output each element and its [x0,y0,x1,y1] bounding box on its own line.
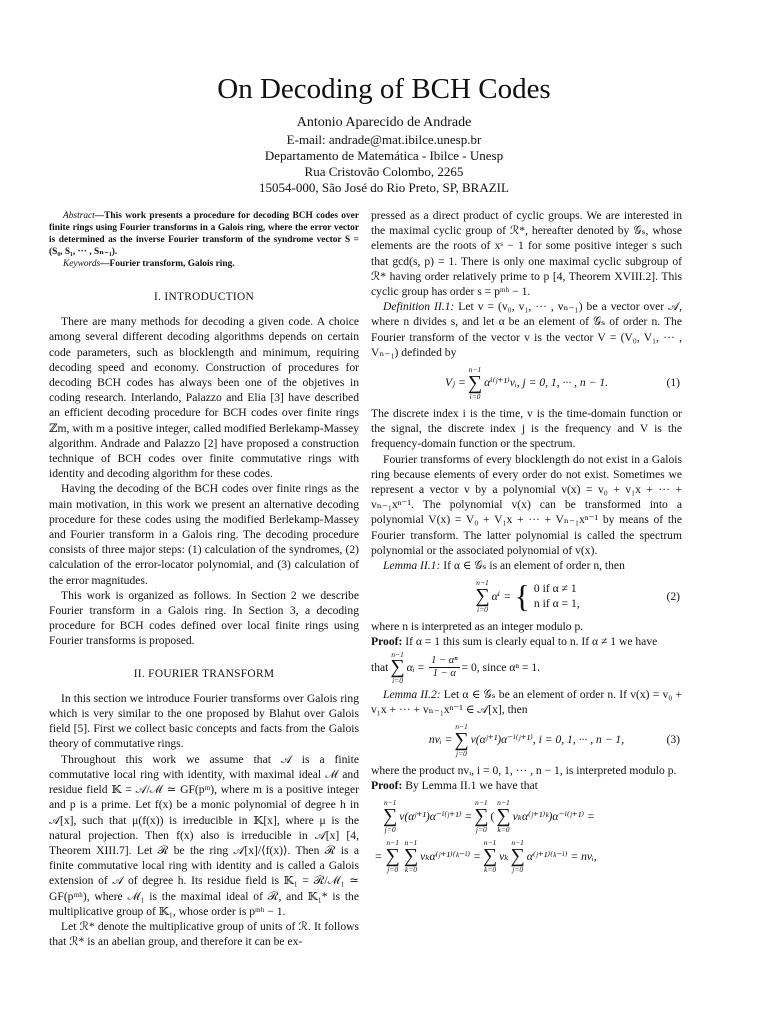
eq4-sum-k2 [404,839,418,873]
sum-lower-limit: i=0 [392,676,403,686]
equation-4-line-2 [375,839,682,873]
lemma-ii2 [371,687,682,717]
sum-lower-limit: k=0 [404,864,418,874]
eq4-line2-equals: = [375,849,382,863]
eq4-line2-b: vₖ [499,849,509,863]
sum-upper-limit: n−1 [468,365,482,375]
eq2-cases [534,581,580,611]
sum-symbol: ∑ [475,584,490,607]
keywords [49,258,359,270]
sum-lower-limit: k=0 [497,824,510,834]
proof2-text: By Lemma II.1 we have that [402,779,538,793]
proof-lemma-ii2 [371,778,682,793]
sum-lower-limit: j=0 [475,824,487,834]
keywords-text: —Fourier transform, Galois ring. [100,259,235,269]
proof-equation-line [371,651,682,685]
sum-symbol: ∑ [510,844,525,867]
equation-4-line-1 [381,799,682,833]
sum-upper-limit: n−1 [391,649,404,659]
sum-upper-limit: n−1 [455,722,468,732]
sum-lower-limit: j=0 [384,824,396,834]
intro-paragraph-3: This work is organized as follows. In Section 2 we describe Fourier transform in a Galois ring. In Section 3, a decoding procedure for BCH codes defined over local finite rings using Fourier transforms is proposed. [49,588,359,648]
proof-tail: = 0, since αⁿ = 1. [461,661,541,675]
sum-lower-limit: j=0 [456,748,467,758]
sum-upper-limit: n−1 [404,838,418,848]
eq4-sum-j [383,799,397,833]
eq2-equals: = [504,589,511,603]
proof-label: Proof: [371,635,403,649]
right-column [371,208,682,879]
sum-upper-limit: n−1 [483,838,497,848]
eq3-lhs: nvᵢ = [428,733,453,747]
sum-symbol: ∑ [467,371,483,394]
eq4-paren: ( [490,809,495,823]
equation-1 [371,366,682,400]
fraction-denominator: 1 − α [432,668,456,680]
sum-symbol: ∑ [383,804,398,827]
fraction-numerator: 1 − αⁿ [431,655,458,667]
lemma2-text: Let α ∈ 𝒢ₛ be an element of order n. If v(x) = v₀ + v₁x + ··· + vₙ₋₁xⁿ⁻¹ ∈ 𝒜[x], then [371,687,683,716]
sum-lower-limit: k=0 [483,864,497,874]
eq4-sum-j4 [511,839,525,873]
sum-symbol: ∑ [403,844,419,867]
section-heading-introduction: I. INTRODUCTION [153,291,255,303]
eq1-rhs: αⁱ⁽ʲ⁺¹⁾vᵢ, j = 0, 1, ··· , n − 1. [484,376,609,390]
fourier-paragraph-3: Let ℛ* denote the multiplicative group of units of ℛ. It follows that ℛ* is an abelian group, and therefore it can be ex- [49,919,359,949]
sum-lower-limit: j=0 [387,864,399,874]
eq4-sum-k [496,799,510,833]
eq3-sum [454,723,468,757]
keywords-label: Keywords [63,259,101,269]
sum-upper-limit: n−1 [475,798,488,808]
intro-paragraph-2: Having the decoding of the BCH codes over finite rings as the main motivation, in this work we present an alternative decoding procedure for these codes using the modified Berlekamp-Massey and Fourier transform in a Galois ring. The decoding procedure consists of three major steps: (1) calculation of the syndromes, (2) calculation of the error-locator polynomial, and (3) calculation of the error magnitudes. [49,482,359,587]
paper-title: On Decoding of BCH Codes [217,73,551,105]
author-name: Antonio Aparecido de Andrade [296,115,472,130]
modulo-note: where n is interpreted as an integer modulo p. [371,620,584,634]
lemma2-label: Lemma II.2: [383,687,441,701]
proof-alpha: αᵢ [406,661,415,675]
proof2-label: Proof: [371,779,403,793]
abstract-text: —This work presents a procedure for decoding BCH codes over finite rings using Fourier transforms in a Galois ring, where the error vector is determined as the inverse Fourier transform of the syndrome vector S = (S₀, S₁, ··· , Sₙ₋₁). [49,211,359,257]
sum-upper-limit: n−1 [511,838,524,848]
continued-paragraph: pressed as a direct product of cyclic groups. We are interested in the maximal cyclic group of ℛ*, hereafter denoted by 𝒢ₛ, whose elements are the roots of xˢ − 1 for some positive integer s such that gcd(s, p) = 1. There is only one maximal cyclic subgroup of ℛ* having order relatively prime to p [4, Theorem XVIII.2]. This cyclic group has order s = pᵐʰ − 1. [371,209,682,299]
time-frequency-paragraph: The discrete index i is the time, v is the time-domain function or the signal, the discrete index j is the frequency and V is the frequency-domain function or the spectrum. [371,407,682,451]
lemma1-label: Lemma II.1: [383,559,441,573]
author-department: Departamento de Matemática - Ibilce - Unesp [264,148,504,163]
eq4-sum-k3 [483,839,497,873]
sum-symbol: ∑ [454,728,469,751]
sum-lower-limit: j=0 [512,864,524,874]
sum-symbol: ∑ [385,844,400,867]
equation-number-3: (3) [666,733,680,747]
eq4-sum-j2 [474,799,488,833]
author-email: E-mail: andrade@mat.ibilce.unesp.br [286,132,482,147]
equation-number-2: (2) [666,589,680,603]
sum-lower-limit: i=0 [476,604,488,614]
equation-2 [371,579,682,613]
fourier-paragraph-2: Throughout this work we assume that 𝒜 is a finite commutative local ring with identity, with maximal ideal ℳ and residue field 𝕂 = 𝒜/ℳ ≃ GF(pᵐ), where m is a positive integer and p is a prime. Let f(x) be a monic polynomial of degree h in 𝒜[x], such that μ(f(x)) is irreducible in 𝕂[x], where μ is the natural projection. Then f(x) also is irreducible in 𝒜[x] [4, Theorem XIII.7]. Let ℛ be the ring 𝒜[x]/⟨f(x)⟩. Then ℛ is a finite commutative local ring with identity and is called a Galois extension of 𝒜 of degree h. Its residue field is 𝕂₁ = ℛ/ℳ₁ ≃ GF(pᵐʰ), where ℳ₁ is the maximal ideal of ℛ, and 𝕂₁* is the multiplicative group of 𝕂₁, whose order is pᵐʰ − 1. [49,752,359,918]
lemma-ii1 [371,558,682,573]
definition-ii1 [371,299,682,360]
proof-text: If α = 1 this sum is clearly equal to n. If α ≠ 1 we have [402,635,658,649]
sum-upper-limit: n−1 [386,838,399,848]
proof-equals: = [417,661,425,675]
eq1-sum [468,366,482,400]
eq2-alpha: αⁱ [491,589,500,603]
eq3-rhs: v(αʲ⁺¹)α⁻ⁱ⁽ʲ⁺¹⁾, i = 0, 1, ··· , n − 1, [470,733,625,747]
lemma1-text: If α ∈ 𝒢ₛ is an element of order n, then [440,559,625,573]
eq2-case-1: 0 if α ≠ 1 [533,582,577,596]
eq4-line1-b: vₖα⁽ʲ⁺¹⁾ᵏ)α⁻ⁱ⁽ʲ⁺¹⁾ = [512,809,595,823]
author-street: Rua Cristovão Colombo, 2265 [304,164,464,179]
definition-text: Let v = (v₀, v₁, ··· , vₙ₋₁) be a vector over 𝒜, where n divides s, and let α be an element of 𝒢ₛ of order n. The Fourier transform of the vector v is the vector V = (V₀, V₁, ··· , Vₙ₋₁) definded by [371,300,682,359]
eq4-line2-c: α⁽ʲ⁺¹⁾⁽ᵏ⁻ⁱ⁾ = nvᵢ, [526,849,597,863]
fourier-existence-paragraph: Fourier transforms of every blocklength do not exist in a Galois ring because elements of every order do not exist. Sometimes we represent a vector v by a polynomial v(x) = v₀ + v₁x + ··· + vₙ₋₁xⁿ⁻¹. The polynomial v(x) can be transformed into a polynomial V(x) = V₀ + V₁x + ··· + Vₙ₋₁xⁿ⁻¹ by means of the Fourier transform. The latter polynomial is called the spectrum polynomial or the associated polynomial of v(x). [371,452,682,557]
proof-sum [390,651,404,685]
eq2-sum [475,579,489,613]
author-block [0,114,768,196]
proof-that: that [371,661,389,675]
abstract-label: Abstract [63,211,95,221]
section-heading-fourier: II. FOURIER TRANSFORM [133,667,275,680]
eq4-line1-a: v(αʲ⁺¹)α⁻ⁱ⁽ʲ⁺¹⁾ = [399,809,473,823]
equation-3 [371,723,682,757]
sum-upper-limit: n−1 [497,798,510,808]
eq4-line2-a: vₖα⁽ʲ⁺¹⁾⁽ᵏ⁻ⁱ⁾ = [420,849,481,863]
eq2-brace: { [514,578,530,615]
author-city: 15054-000, São José do Rio Preto, SP, BRAZIL [259,180,509,195]
eq4-sum-j3 [386,839,400,873]
fourier-paragraph-1: In this section we introduce Fourier transforms over Galois ring which is very similar to the one proposed by Blahut over Galois field [5]. First we collect basic concepts and facts from the Galois theory of commutative rings. [49,691,359,751]
intro-paragraph-1: There are many methods for decoding a given code. A choice among several different decoding algorithms depends on certain code parameters, such as blocklength and minimum, requiring decoding speed and economy. Construction of procedures for decoding BCH codes has always been one of the objetives in coding research. Interlando, Palazzo and Elia [3] have described an efficient decoding procedure for BCH codes over finite rings ℤm, with m a positive integer, called modified Berlekamp-Massey algorithm. Andrade and Palazzo [2] have proposed a construction technique of BCH codes over finite commutative rings with identity and decoding algorithm for these codes. [49,315,359,481]
sum-symbol: ∑ [482,844,498,867]
left-column [49,210,359,949]
sum-symbol: ∑ [474,804,489,827]
eq2-case-2: n if α = 1, [533,597,580,611]
equation-number-1: (1) [666,376,680,390]
sum-symbol: ∑ [390,656,405,679]
eq1-lhs: Vⱼ = [444,376,466,390]
sum-lower-limit: i=0 [469,391,481,401]
sum-upper-limit: n−1 [476,578,489,588]
proof-fraction [429,655,459,680]
definition-label: Definition II.1: [383,300,455,314]
proof-lemma-ii1 [371,634,682,649]
sum-upper-limit: n−1 [383,798,397,808]
sum-symbol: ∑ [496,804,511,827]
product-note: where the product nvᵢ, i = 0, 1, ··· , n − 1, is interpreted modulo p. [371,764,677,778]
abstract [49,210,359,258]
